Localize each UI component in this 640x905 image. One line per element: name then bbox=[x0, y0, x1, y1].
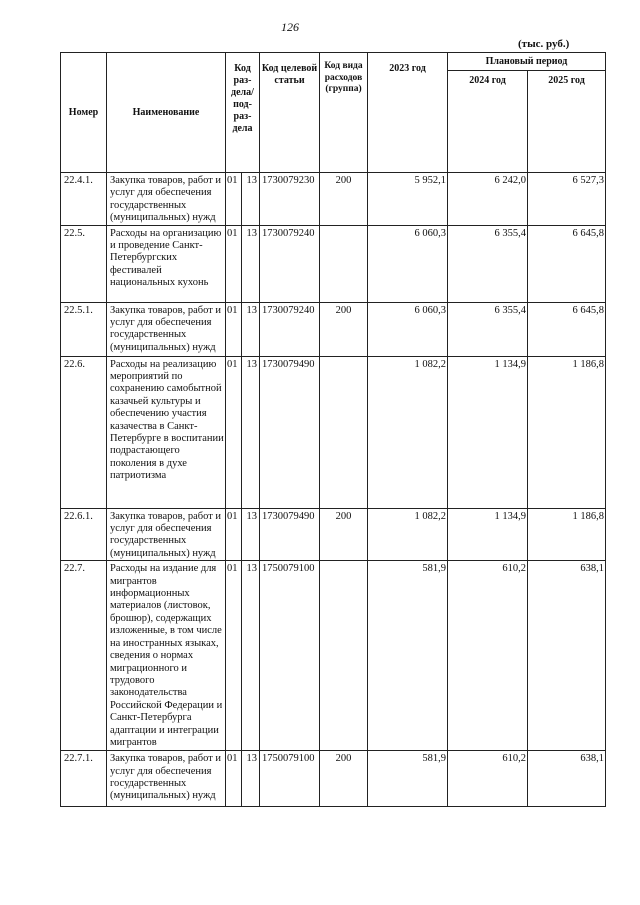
row-2024: 1 134,9 bbox=[448, 508, 528, 561]
header-name: Наименование bbox=[107, 53, 226, 173]
row-2023: 5 952,1 bbox=[368, 173, 448, 226]
row-number: 22.5. bbox=[61, 225, 107, 302]
row-name: Закупка товаров, работ и услуг для обеспечения государственных (муниципальных) нужд bbox=[107, 508, 226, 561]
budget-table bbox=[60, 52, 606, 807]
row-podrazdel: 13 bbox=[242, 225, 260, 302]
row-2024: 610,2 bbox=[448, 561, 528, 751]
row-podrazdel: 13 bbox=[242, 173, 260, 226]
table-row bbox=[61, 302, 606, 356]
row-2023: 1 082,2 bbox=[368, 356, 448, 508]
row-2024: 6 355,4 bbox=[448, 302, 528, 356]
header-2023: 2023 год bbox=[368, 53, 448, 173]
row-target-article: 1730079240 bbox=[260, 302, 320, 356]
row-podrazdel: 13 bbox=[242, 302, 260, 356]
header-2024: 2024 год bbox=[448, 71, 528, 173]
row-2025: 6 645,8 bbox=[528, 225, 606, 302]
header-expense-type: Код вида расходов (группа) bbox=[320, 53, 368, 173]
row-2025: 6 527,3 bbox=[528, 173, 606, 226]
row-target-article: 1730079490 bbox=[260, 508, 320, 561]
units-label: (тыс. руб.) bbox=[518, 38, 570, 50]
header-razdel: Код раз- дела/ под- раз- дела bbox=[226, 53, 260, 173]
row-number: 22.5.1. bbox=[61, 302, 107, 356]
table-row bbox=[61, 173, 606, 226]
row-razdel: 01 bbox=[226, 561, 242, 751]
row-expense-type: 200 bbox=[320, 508, 368, 561]
row-2025: 1 186,8 bbox=[528, 508, 606, 561]
row-2023: 6 060,3 bbox=[368, 225, 448, 302]
row-number: 22.6. bbox=[61, 356, 107, 508]
table-row bbox=[61, 751, 606, 807]
row-razdel: 01 bbox=[226, 508, 242, 561]
row-razdel: 01 bbox=[226, 173, 242, 226]
row-target-article: 1730079230 bbox=[260, 173, 320, 226]
row-expense-type: 200 bbox=[320, 302, 368, 356]
row-podrazdel: 13 bbox=[242, 561, 260, 751]
row-name: Закупка товаров, работ и услуг для обеспечения государственных (муниципальных) нужд bbox=[107, 173, 226, 226]
row-razdel: 01 bbox=[226, 356, 242, 508]
row-razdel: 01 bbox=[226, 225, 242, 302]
row-podrazdel: 13 bbox=[242, 751, 260, 807]
row-target-article: 1730079240 bbox=[260, 225, 320, 302]
row-name: Закупка товаров, работ и услуг для обеспечения государственных (муниципальных) нужд bbox=[107, 302, 226, 356]
row-expense-type: 200 bbox=[320, 751, 368, 807]
row-podrazdel: 13 bbox=[242, 508, 260, 561]
table-row bbox=[61, 356, 606, 508]
row-2024: 6 242,0 bbox=[448, 173, 528, 226]
page-number: 126 bbox=[281, 20, 299, 34]
row-target-article: 1750079100 bbox=[260, 561, 320, 751]
row-2025: 638,1 bbox=[528, 561, 606, 751]
row-2023: 581,9 bbox=[368, 751, 448, 807]
table-row bbox=[61, 508, 606, 561]
header-2025: 2025 год bbox=[528, 71, 606, 173]
row-expense-type bbox=[320, 356, 368, 508]
row-2023: 6 060,3 bbox=[368, 302, 448, 356]
row-number: 22.4.1. bbox=[61, 173, 107, 226]
row-podrazdel: 13 bbox=[242, 356, 260, 508]
row-2024: 1 134,9 bbox=[448, 356, 528, 508]
row-target-article: 1750079100 bbox=[260, 751, 320, 807]
row-2025: 1 186,8 bbox=[528, 356, 606, 508]
header-target-article: Код целевой статьи bbox=[260, 53, 320, 173]
row-number: 22.6.1. bbox=[61, 508, 107, 561]
row-2023: 581,9 bbox=[368, 561, 448, 751]
row-2024: 610,2 bbox=[448, 751, 528, 807]
table-row bbox=[61, 561, 606, 751]
row-name: Закупка товаров, работ и услуг для обеспечения государственных (муниципальных) нужд bbox=[107, 751, 226, 807]
row-name: Расходы на организацию и проведение Санкт-Петербургских фестивалей национальных кухонь bbox=[107, 225, 226, 302]
row-name: Расходы на реализацию мероприятий по сохранению самобытной казачьей культуры и обеспечению участия казачества в Санкт-Петербурге в воспитании подрастающего поколения в духе патриотизма bbox=[107, 356, 226, 508]
row-2025: 638,1 bbox=[528, 751, 606, 807]
row-number: 22.7.1. bbox=[61, 751, 107, 807]
row-expense-type bbox=[320, 225, 368, 302]
row-razdel: 01 bbox=[226, 751, 242, 807]
row-2024: 6 355,4 bbox=[448, 225, 528, 302]
row-2023: 1 082,2 bbox=[368, 508, 448, 561]
table-row bbox=[61, 225, 606, 302]
row-razdel: 01 bbox=[226, 302, 242, 356]
row-2025: 6 645,8 bbox=[528, 302, 606, 356]
row-name: Расходы на издание для мигрантов информационных материалов (листовок, брошюр), содержащих изложенные, в том числе на иностранных языках, сведения о нормах миграционного и трудового законодательства Российской Федерации и Санкт-Петербурга адаптации и интеграции мигрантов bbox=[107, 561, 226, 751]
header-plan-period: Плановый период bbox=[448, 53, 606, 71]
row-number: 22.7. bbox=[61, 561, 107, 751]
row-expense-type: 200 bbox=[320, 173, 368, 226]
header-number: Номер bbox=[61, 53, 107, 173]
row-expense-type bbox=[320, 561, 368, 751]
row-target-article: 1730079490 bbox=[260, 356, 320, 508]
